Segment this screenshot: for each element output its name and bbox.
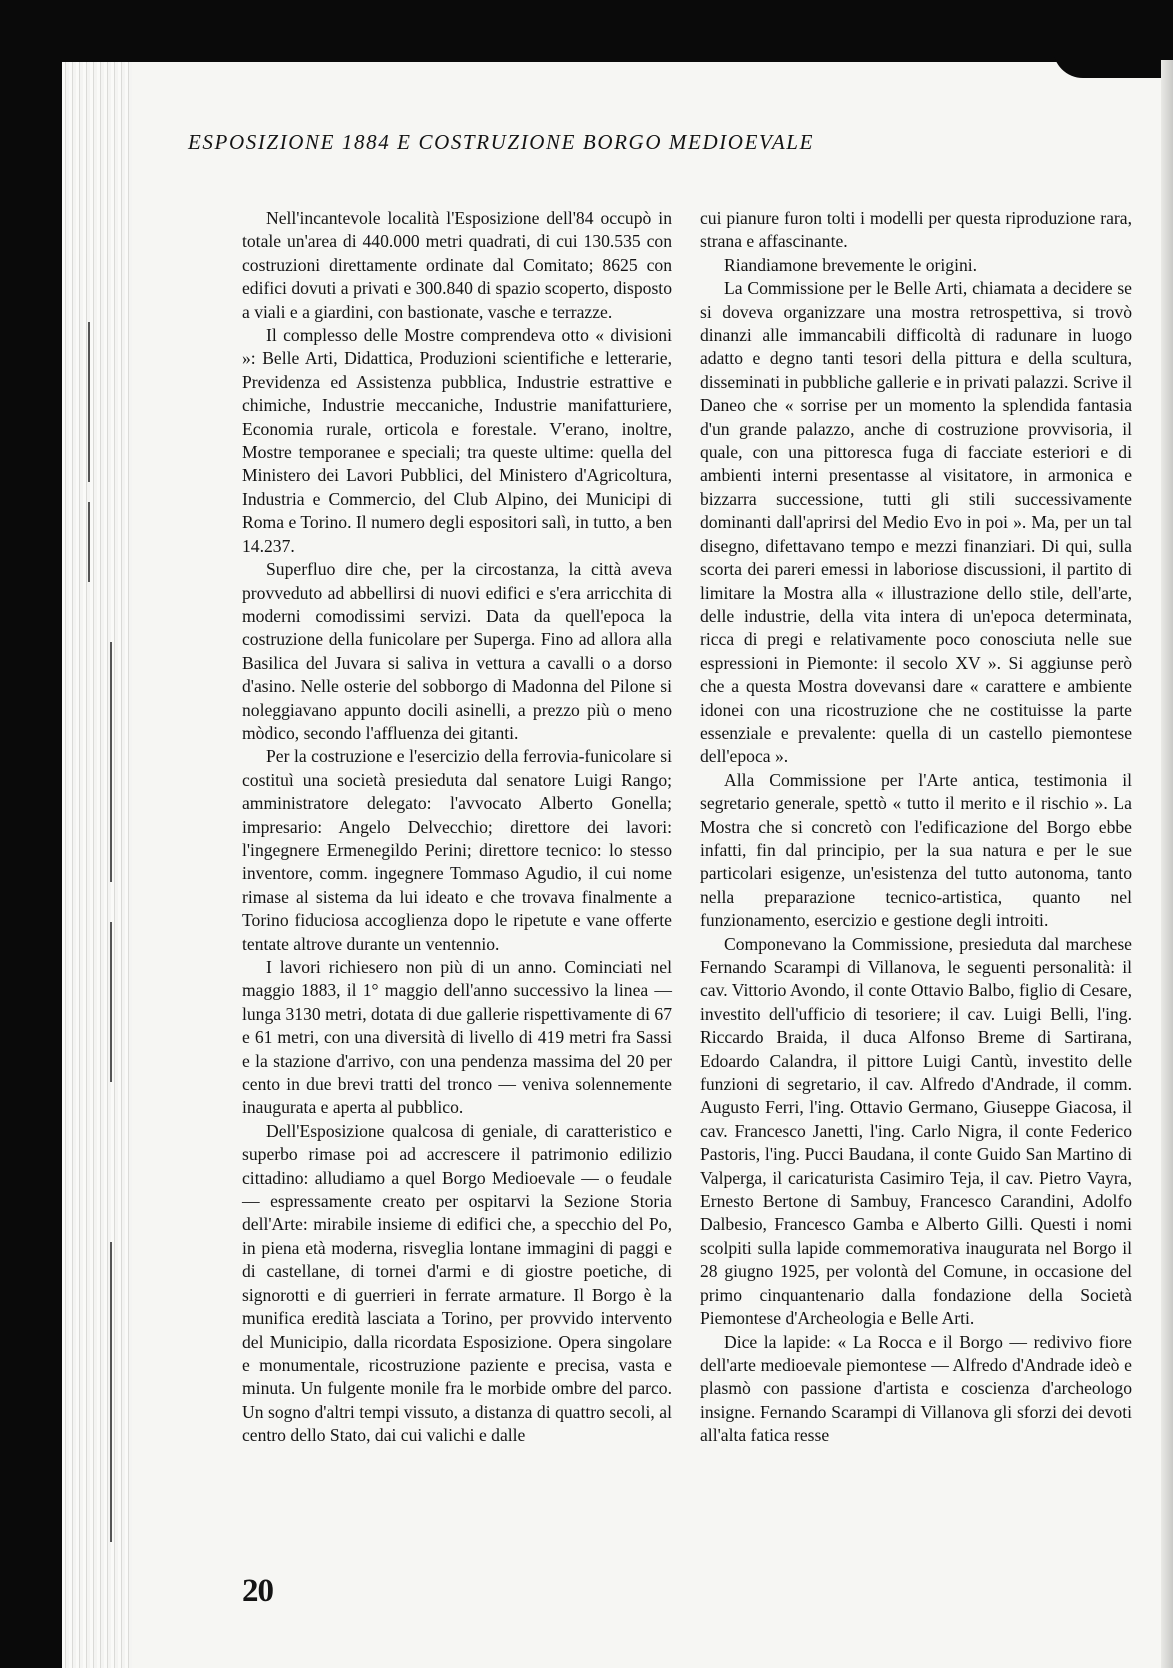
right-column bbox=[700, 207, 1132, 1448]
document-page bbox=[132, 62, 1161, 1668]
left-column bbox=[242, 207, 672, 1448]
page-edge-mark bbox=[110, 1242, 112, 1542]
running-head: ESPOSIZIONE 1884 E COSTRUZIONE BORGO MEDIOEVALE bbox=[188, 130, 815, 154]
scan-border-right bbox=[1161, 60, 1173, 1668]
paragraph: Il complesso delle Mostre comprendeva otto « divisioni »: Belle Arti, Didattica, Produzioni scientifiche e letterarie, Previdenza ed Assistenza pubblica, Industrie estrattive e chimiche, Industrie meccaniche, Industrie manifatturiere, Economia rurale, orticola e forestale. V'erano, inoltre, Mostre temporanee e speciali; tra queste ultime: quella del Ministero dei Lavori Pubblici, del Ministero d'Agricoltura, Industria e Commercio, del Club Alpino, dei Municipi di Roma e Torino. Il numero degli espositori salì, in tutto, a ben 14.237. bbox=[242, 325, 672, 556]
page-edge-mark bbox=[110, 922, 112, 1082]
page-edge-mark bbox=[88, 322, 90, 482]
scan-border-left bbox=[0, 0, 62, 1668]
paragraph: Alla Commissione per l'Arte antica, testimonia il segretario generale, spettò « tutto il merito e il rischio ». La Mostra che si concretò con l'edificazione del Borgo ebbe infatti, fin dal principio, per la sua natura e per le sue particolari esigenze, un'esistenza del tutto autonoma, tanto nella preparazione tecnico-artistica, quanto nel funzionamento, esercizio e gestione degli introiti. bbox=[700, 769, 1132, 931]
paragraph: Nell'incantevole località l'Esposizione dell'84 occupò in totale un'area di 440.000 metri quadrati, di cui 130.535 con costruzioni direttamente ordinate dal Comitato; 8625 con edifici dovuti a privati e 300.840 di spazio scoperto, disposto a viali e a giardini, con bastionate, vasche e terrazze. bbox=[242, 208, 672, 322]
paragraph: La Commissione per le Belle Arti, chiamata a decidere se si doveva organizzare una mostra retrospettiva, si trovò dinanzi alle immancabili difficoltà di radunare in luogo adatto e degno tanti tesori della pittura e della scultura, disseminati in pubbliche gallerie e in privati palazzi. Scrive il Daneo che « sorrise per un momento la splendida fantasia d'un grande palazzo, anche di costruzione provvisoria, il quale, con una pittoresca fuga di facciate esteriori e di ambienti interni presentasse al visitatore, in armonica e bizzarra successione, tutti gli stili successivamente dominanti dall'aprirsi del Medio Evo in poi ». Ma, per un tal disegno, difettavano tempo e mezzi finanziari. Di qui, sulla scorta dei pareri emessi in laboriose discussioni, il partito di limitare la Mostra alla « illustrazione dello stile, dell'arte, delle industrie, della vita intera di un'epoca determinata, ricca di pregi e relativamente poco conosciuta nelle sue espressioni in Piemonte: il secolo XV ». Si aggiunse però che a questa Mostra dovevansi dare « carattere e ambiente idonei con una ricostruzione che ne costituisse la parte essenziale e prevalente: quella di un castello piemontese dell'epoca ». bbox=[700, 278, 1132, 767]
page-number: 20 bbox=[242, 1573, 273, 1609]
page-edge-mark bbox=[110, 642, 112, 882]
paragraph: Superfluo dire che, per la circostanza, la città aveva provveduto ad abbellirsi di nuovi edifici e s'era arricchita di moderni comodissimi servizi. Data da quell'epoca la costruzione della funicolare per Superga. Fino ad allora alla Basilica del Juvara si saliva in vettura a cavalli o a dorso d'asino. Nelle osterie del sobborgo di Madonna del Pilone si noleggiavano appunto docili asinelli, a prezzo più o meno mòdico, secondo l'affluenza dei gitanti. bbox=[242, 559, 672, 743]
page-edge-mark bbox=[88, 502, 90, 582]
paragraph: Dice la lapide: « La Rocca e il Borgo — redivivo fiore dell'arte medioevale piemontese — Alfredo d'Andrade ideò e plasmò con passione d'artista e coscienza d'archeologo insigne. Fernando Scarampi di Villanova gli sforzi dei devoti all'alta fatica resse bbox=[700, 1331, 1132, 1446]
paragraph: Dell'Esposizione qualcosa di geniale, di caratteristico e superbo rimase poi ad accrescere il patrimonio edilizio cittadino: alludiamo a quel Borgo Medioevale — o feudale — espressamente creato per ospitarvi la Sezione Storia dell'Arte: mirabile insieme di edifici che, a specchio del Po, in piena età moderna, risveglia lontane immagini di paggi e di castellane, di tornei d'armi e di giostre poetiche, di signorotti e di guerrieri in ferrate armature. Il Borgo è la munifica eredità lasciata a Torino, per provvido intervento del Municipio, dalla ricordata Esposizione. Opera singolare e monumentale, ricostruzione paziente e precisa, vasta e minuta. Un fulgente monile fra le morbide ombre del parco. Un sogno d'altri tempi vissuto, a distanza di quattro secoli, al centro dello Stato, dai cui valichi e dalle bbox=[242, 1120, 672, 1446]
paragraph: Per la costruzione e l'esercizio della ferrovia-funicolare si costituì una società presieduta dal senatore Luigi Rango; amministratore delegato: l'avvocato Alberto Gonella; impresario: Angelo Delvecchio; direttore dei lavori: l'ingegnere Ermenegildo Perini; direttore tecnico: lo stesso inventore, comm. ingegnere Tommaso Agudio, il cui nome rimase al sistema da lui ideato e che trovava finalmente a Torino fiduciosa accoglienza dopo le ripetute e vane offerte tentate altrove durante un ventennio. bbox=[242, 746, 672, 954]
paragraph: I lavori richiesero non più di un anno. Cominciati nel maggio 1883, il 1° maggio dell'anno successivo la linea — lunga 3130 metri, dotata di due gallerie rispettivamente di 67 e 61 metri, con una diversità di livello di 419 metri fra Sassi e la stazione d'arrivo, con una pendenza massima del 20 per cento in due brevi tratti del tronco — veniva solennemente inaugurata e aperta al pubblico. bbox=[242, 957, 672, 1118]
paragraph: Componevano la Commissione, presieduta dal marchese Fernando Scarampi di Villanova, le seguenti personalità: il cav. Vittorio Avondo, il conte Ottavio Balbo, figlio di Cesare, investito dell'ufficio di tesoriere; il cav. Luigi Belli, l'ing. Riccardo Braida, il duca Alfonso Breme di Sartirana, Edoardo Calandra, il pittore Luigi Cantù, investito delle funzioni di segretario, il cav. Alfredo d'Andrade, il comm. Augusto Ferri, l'ing. Ottavio Germano, Giuseppe Giacosa, il cav. Francesco Janetti, l'ing. Carlo Nigra, il conte Federico Pastoris, l'ing. Pucci Baudana, il conte Guido San Martino di Valperga, il caricaturista Casimiro Teja, il cav. Pietro Vayra, Ernesto Bertone di Sambuy, Francesco Carandini, Adolfo Dalbesio, Francesco Gamba e Alberto Gilli. Questi i nomi scolpiti sulla lapide commemorativa inaugurata nel Borgo il 28 giugno 1925, per volontà del Comune, in occasione del primo cinquantenario dalla fondazione della Società Piemontese d'Archeologia e Belle Arti. bbox=[700, 933, 1132, 1329]
book-page-edges bbox=[62, 62, 132, 1668]
paragraph: cui pianure furon tolti i modelli per questa riproduzione rara, strana e affascinante. bbox=[700, 208, 1132, 252]
scan-border-top bbox=[0, 0, 1173, 62]
paragraph: Riandiamone brevemente le origini. bbox=[724, 254, 978, 275]
